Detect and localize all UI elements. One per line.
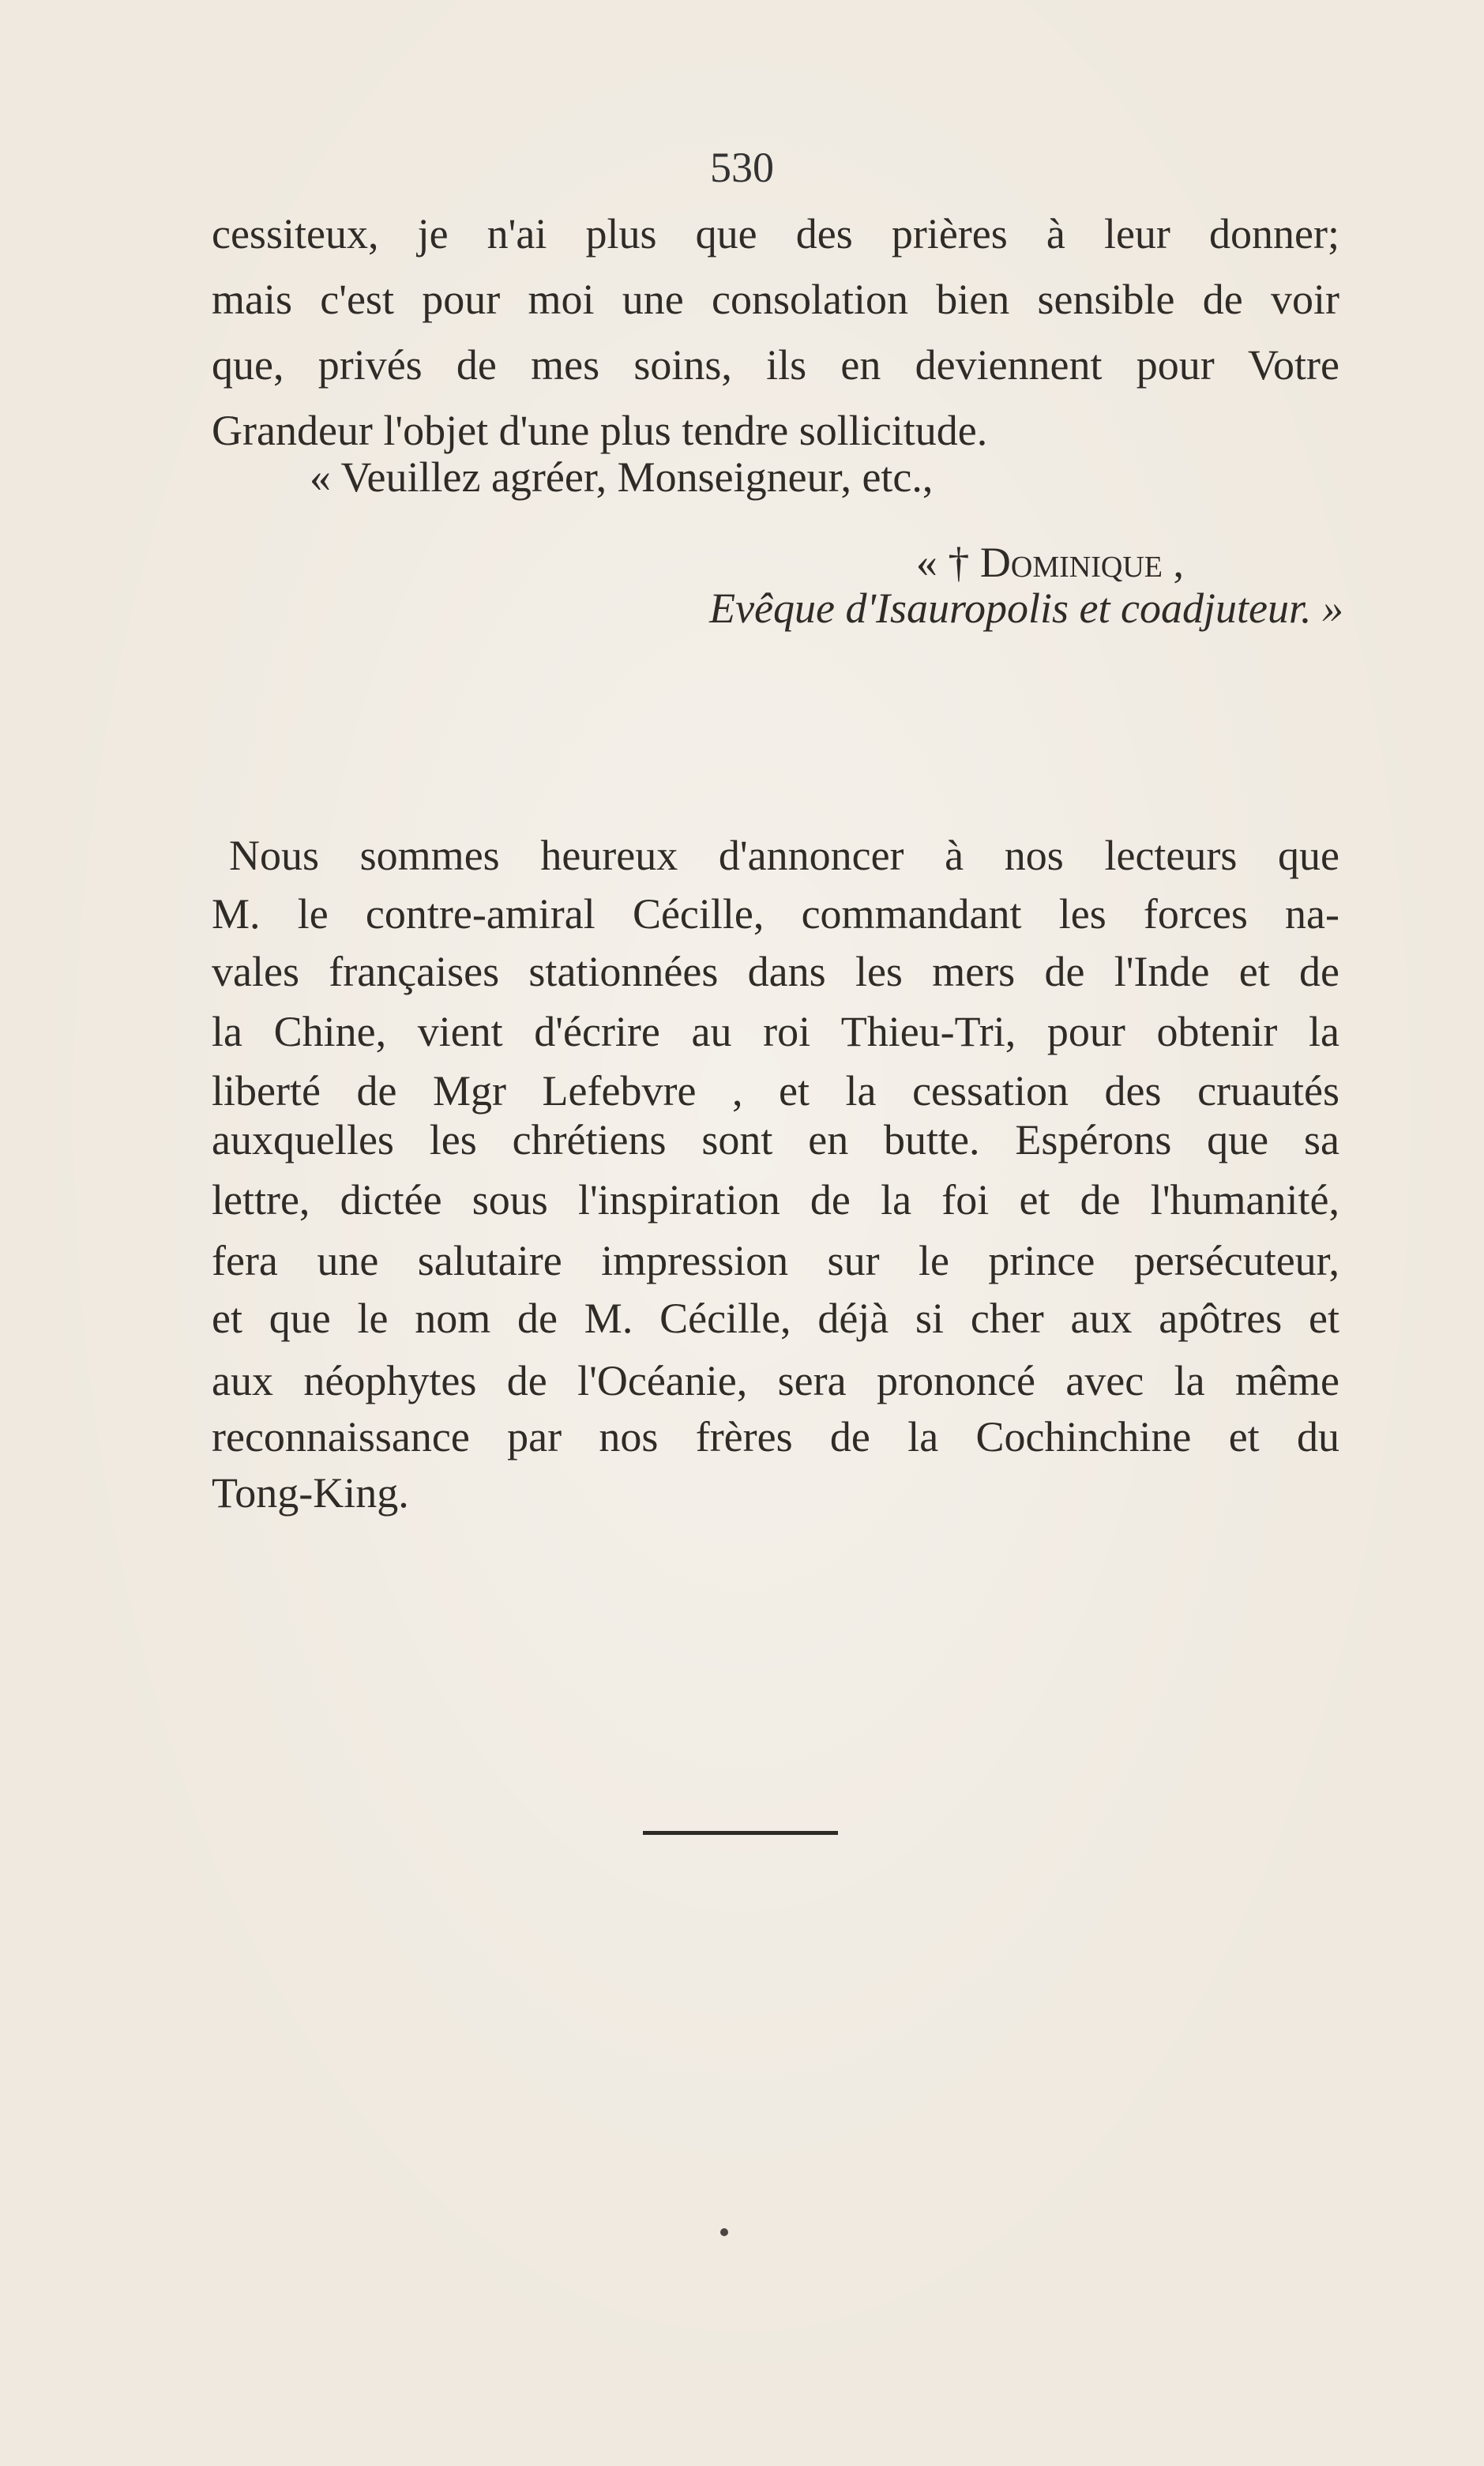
article-line: liberté de Mgr Lefebvre , et la cessation des cruautés xyxy=(212,1067,1339,1115)
section-divider xyxy=(643,1831,838,1835)
ink-speck xyxy=(720,2228,728,2236)
article-line: vales françaises stationnées dans les mers de l'Inde et de xyxy=(212,948,1339,995)
signature-name: « † Dominique , xyxy=(915,539,1184,586)
letter-line: mais c'est pour moi une consolation bien sensible de voir xyxy=(212,276,1339,323)
letter-line: cessiteux, je n'ai plus que des prières à leur donner; xyxy=(212,210,1339,258)
article-line: fera une salutaire impression sur le prince persécuteur, xyxy=(212,1237,1339,1284)
article-line: la Chine, vient d'écrire au roi Thieu-Tri, pour obtenir la xyxy=(212,1008,1339,1055)
letter-line: que, privés de mes soins, ils en deviennent pour Votre xyxy=(212,341,1339,389)
article-line: aux néophytes de l'Océanie, sera prononcé avec la même xyxy=(212,1357,1339,1404)
article-line: Tong-King. xyxy=(212,1469,409,1517)
article-line: et que le nom de M. Cécille, déjà si cher aux apôtres et xyxy=(212,1295,1339,1342)
closing-line: « Veuillez agréer, Monseigneur, etc., xyxy=(310,453,934,501)
signature-title: Evêque d'Isauropolis et coadjuteur. » xyxy=(709,585,1343,632)
letter-line: Grandeur l'objet d'une plus tendre sollicitude. xyxy=(212,407,988,454)
article-line: auxquelles les chrétiens sont en butte. Espérons que sa xyxy=(212,1116,1339,1163)
article-line: lettre, dictée sous l'inspiration de la foi et de l'humanité, xyxy=(212,1176,1339,1224)
page-number: 530 xyxy=(710,144,774,191)
article-line: M. le contre-amiral Cécille, commandant les forces na- xyxy=(212,890,1339,938)
article-line: Nous sommes heureux d'annoncer à nos lecteurs que xyxy=(229,832,1339,879)
article-line: reconnaissance par nos frères de la Cochinchine et du xyxy=(212,1413,1339,1460)
